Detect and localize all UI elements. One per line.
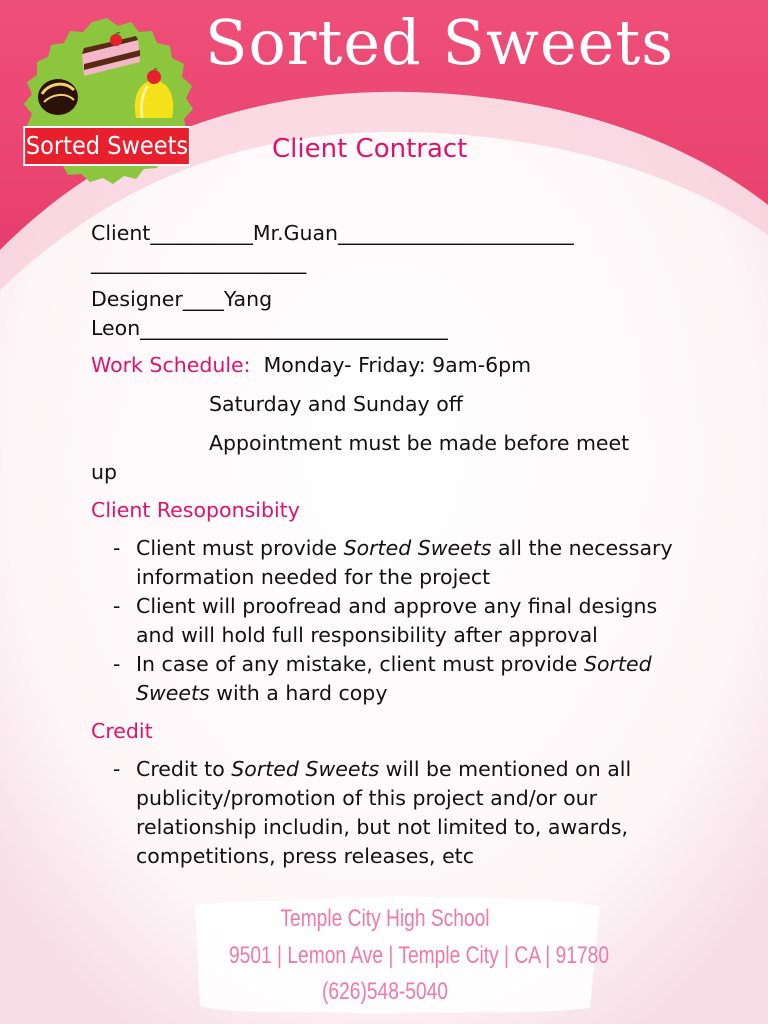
document-title: Client Contract — [272, 134, 468, 164]
item-text: In case of any mistake, client must provide — [136, 652, 584, 676]
logo-badge — [0, 0, 215, 200]
logo — [0, 0, 215, 200]
logo-text: Sorted Sweets — [23, 126, 190, 166]
list-item — [91, 534, 691, 592]
work-schedule-hours: Monday- Friday: 9am-6pm — [263, 353, 532, 377]
item-emphasis: Sorted Sweets — [136, 652, 652, 705]
designer-line: Designer____Yang — [91, 287, 273, 311]
item-text: Client must provide — [136, 536, 344, 560]
client-responsibility-heading: Client Resoponsibity — [91, 498, 300, 522]
designer-line-cont: Leon______________________________ — [91, 316, 448, 340]
footer — [190, 900, 610, 1010]
client-responsibility-list — [91, 534, 691, 708]
item-text: all the necessary information needed for the project — [136, 536, 673, 589]
list-item — [91, 592, 691, 650]
footer-school: Temple City High School — [280, 905, 490, 932]
item-text: Credit to — [136, 757, 232, 781]
footer-phone: (626)548-5040 — [322, 978, 448, 1005]
credit-list — [91, 755, 691, 871]
work-schedule-row — [91, 351, 691, 380]
item-text: will be mentioned on all publicity/promotion of this project and/or our relationship includin, but not limited to, awards, competitions, press releases, etc — [136, 757, 632, 868]
item-emphasis: Sorted Sweets — [231, 757, 380, 781]
work-schedule-label: Work Schedule: — [91, 353, 251, 377]
credit-heading: Credit — [91, 719, 153, 743]
client-line-cont: _____________________ — [91, 250, 307, 274]
list-item — [91, 650, 691, 708]
brand-title: Sorted Sweets — [205, 6, 675, 79]
client-field: Client__________Mr.Guan_______________________ — [91, 221, 574, 245]
item-emphasis: Sorted Sweets — [343, 536, 492, 560]
jelly-pudding-icon — [130, 68, 178, 122]
work-schedule-appointment-cont: up — [91, 460, 118, 484]
work-schedule-weekend: Saturday and Sunday off — [209, 392, 463, 416]
work-schedule-appointment: Appointment must be made before meet — [209, 431, 630, 455]
item-text: Client will proofread and approve any final designs and will hold full responsibility after approval — [136, 594, 658, 647]
chocolate-truffle-icon — [34, 72, 82, 118]
footer-address: 9501 | Lemon Ave | Temple City | CA | 91780 — [229, 942, 610, 969]
contract-body — [91, 219, 691, 871]
item-text: with a hard copy — [209, 681, 388, 705]
list-item — [91, 755, 691, 871]
client-line — [91, 219, 691, 248]
